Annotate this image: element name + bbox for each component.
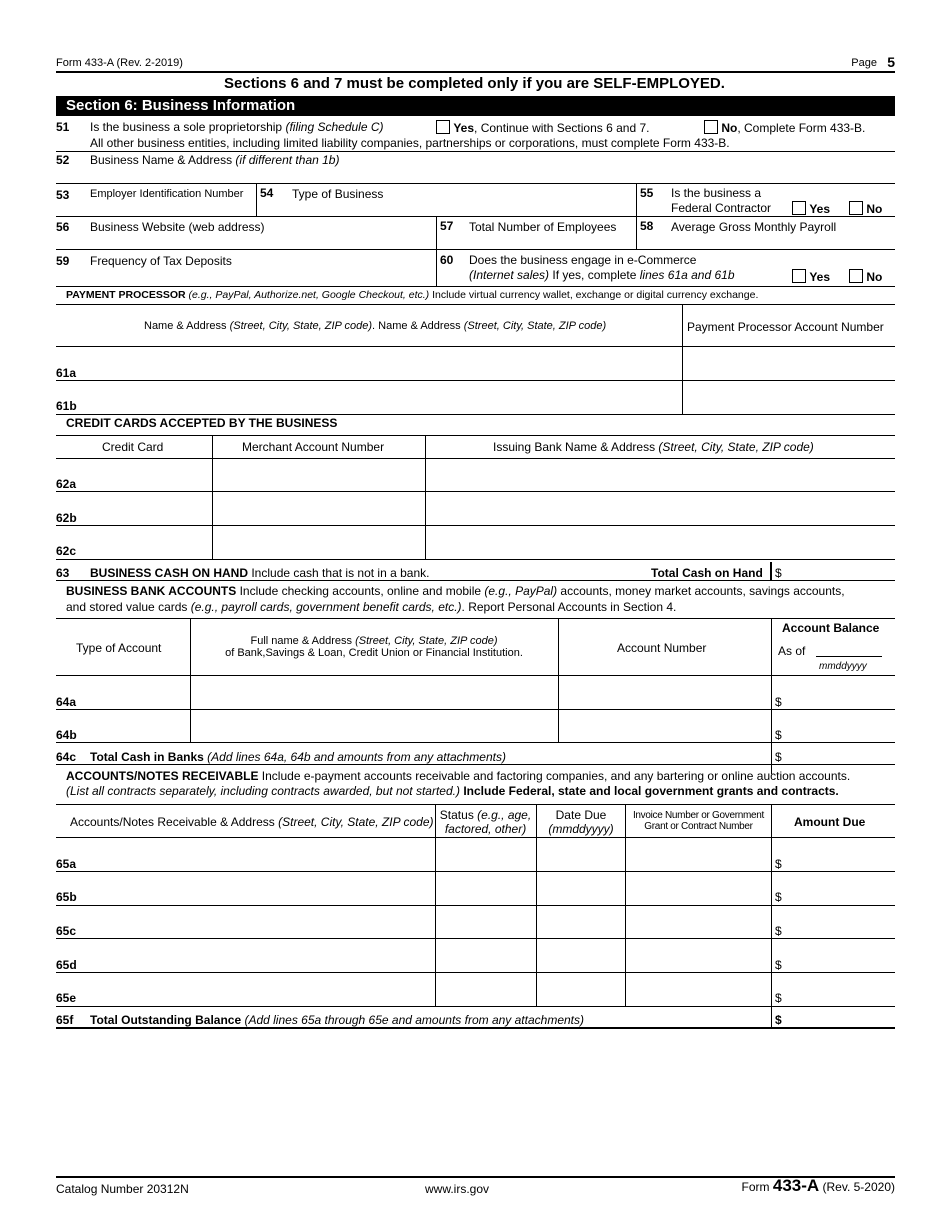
business-name-address-field[interactable] bbox=[356, 153, 886, 181]
line-65f-number: 65f bbox=[56, 1013, 74, 1027]
credit-card-col-merchant: Merchant Account Number bbox=[242, 440, 385, 454]
receivable-col-amount: Amount Due bbox=[794, 815, 866, 829]
line-62c-number: 62c bbox=[56, 544, 77, 558]
line-65a-number: 65a bbox=[56, 857, 77, 871]
line-60-yes-checkbox[interactable] bbox=[792, 269, 806, 283]
line-65d-number: 65d bbox=[56, 958, 77, 972]
form-id-footer: Form 433-A (Rev. 5-2020) bbox=[741, 1176, 895, 1195]
line-51-note: All other business entities, including limited liability companies, partnerships or corporations, must complete Form 433-B. bbox=[90, 136, 730, 150]
payment-processor-col-account: Payment Processor Account Number bbox=[687, 320, 884, 334]
line-64c-label: Total Cash in Banks (Add lines 64a, 64b and amounts from any attachments) bbox=[90, 750, 506, 764]
line-55-label-1: Is the business a bbox=[671, 186, 762, 200]
line-65e-number: 65e bbox=[56, 991, 77, 1005]
catalog-number: Catalog Number 20312N bbox=[56, 1182, 189, 1196]
line-52-label: Business Name & Address (if different than 1b) bbox=[90, 153, 340, 167]
bank-col-type: Type of Account bbox=[76, 641, 162, 655]
line-52-number: 52 bbox=[56, 153, 70, 167]
line-60-number: 60 bbox=[440, 253, 454, 267]
line-61b-number: 61b bbox=[56, 399, 77, 413]
page-label: Page bbox=[851, 57, 877, 69]
line-58-number: 58 bbox=[640, 219, 654, 233]
line-53-label: Employer Identification Number bbox=[90, 188, 244, 200]
line-60-no-option[interactable]: No bbox=[849, 269, 882, 284]
line-63-number: 63 bbox=[56, 566, 70, 580]
receivable-intro-1: ACCOUNTS/NOTES RECEIVABLE Include e-payment accounts receivable and factoring companies, and any bartering or online auction accounts. bbox=[66, 769, 851, 783]
line-60-no-checkbox[interactable] bbox=[849, 269, 863, 283]
form-revision: Form 433-A (Rev. 2-2019) bbox=[56, 57, 183, 69]
line-59-label: Frequency of Tax Deposits bbox=[90, 254, 232, 268]
cash-on-hand-field[interactable] bbox=[786, 563, 894, 579]
credit-card-col-bank: Issuing Bank Name & Address (Street, City, State, ZIP code) bbox=[493, 440, 814, 454]
line-60-label-2: (Internet sales) If yes, complete lines 61a and 61b bbox=[469, 268, 735, 282]
line-56-number: 56 bbox=[56, 220, 70, 234]
line-65a-dollar: $ bbox=[775, 857, 782, 871]
payment-processor-col-name: Name & Address (Street, City, State, ZIP code). Name & Address (Street, City, State, ZIP code) bbox=[144, 320, 607, 332]
form-page bbox=[56, 54, 895, 1204]
irs-website: www.irs.gov bbox=[425, 1182, 490, 1196]
line-55-yes-option[interactable]: Yes bbox=[792, 201, 830, 216]
line-65f-label: Total Outstanding Balance (Add lines 65a through 65e and amounts from any attachments) bbox=[90, 1013, 584, 1027]
receivable-intro-2: (List all contracts separately, including contracts awarded, but not started.) Include Federal, state and local government grants and contracts. bbox=[66, 784, 839, 798]
line-64b-dollar: $ bbox=[775, 728, 782, 742]
line-53-number: 53 bbox=[56, 188, 70, 202]
line-54-number: 54 bbox=[260, 186, 274, 200]
line-60-yes-option[interactable]: Yes bbox=[792, 269, 830, 284]
line-55-label-2: Federal Contractor bbox=[671, 201, 772, 215]
credit-cards-heading: CREDIT CARDS ACCEPTED BY THE BUSINESS bbox=[66, 416, 338, 430]
line-64c-number: 64c bbox=[56, 750, 77, 764]
line-57-number: 57 bbox=[440, 219, 454, 233]
line-51-question: Is the business a sole proprietorship (filing Schedule C) bbox=[90, 120, 384, 134]
section-6-title: Section 6: Business Information bbox=[56, 96, 895, 116]
line-51-yes-checkbox[interactable] bbox=[436, 120, 450, 134]
as-of-date-field[interactable] bbox=[816, 656, 882, 657]
as-of-date-format: mmddyyyy bbox=[819, 661, 867, 672]
line-65c-dollar: $ bbox=[775, 924, 782, 938]
cash-on-hand-dollar: $ bbox=[775, 566, 782, 580]
line-56-label: Business Website (web address) bbox=[90, 220, 265, 234]
bank-accounts-intro-2: and stored value cards (e.g., payroll cards, government benefit cards, etc.). Report Personal Accounts in Section 4. bbox=[66, 600, 677, 614]
receivable-col-status: Status (e.g., age, factored, other) bbox=[439, 808, 532, 836]
total-cash-on-hand-label: Total Cash on Hand bbox=[651, 566, 763, 580]
line-55-no-checkbox[interactable] bbox=[849, 201, 863, 215]
line-57-label: Total Number of Employees bbox=[469, 220, 617, 234]
bank-accounts-intro-1: BUSINESS BANK ACCOUNTS Include checking accounts, online and mobile (e.g., PayPal) accounts, money market accounts, savings accounts, bbox=[66, 584, 845, 598]
bank-col-account-number: Account Number bbox=[617, 641, 707, 655]
line-60-label-1: Does the business engage in e-Commerce bbox=[469, 253, 697, 267]
self-employed-banner: Sections 6 and 7 must be completed only if you are SELF-EMPLOYED. bbox=[224, 75, 725, 92]
line-55-no-option[interactable]: No bbox=[849, 201, 882, 216]
as-of-label: As of bbox=[778, 644, 806, 658]
line-65b-number: 65b bbox=[56, 890, 77, 904]
line-64b-number: 64b bbox=[56, 728, 77, 742]
line-61a-number: 61a bbox=[56, 366, 77, 380]
payment-processor-heading: PAYMENT PROCESSOR (e.g., PayPal, Authorize.net, Google Checkout, etc.) Include virtual currency wallet, exchange or digital currency exchange. bbox=[66, 289, 759, 301]
line-51-no-checkbox[interactable] bbox=[704, 120, 718, 134]
line-65b-dollar: $ bbox=[775, 890, 782, 904]
line-64c-dollar: $ bbox=[775, 750, 782, 764]
line-55-number: 55 bbox=[640, 186, 654, 200]
line-55-yes-checkbox[interactable] bbox=[792, 201, 806, 215]
line-54-label: Type of Business bbox=[292, 187, 384, 201]
page-number: 5 bbox=[887, 54, 895, 70]
line-64a-number: 64a bbox=[56, 695, 77, 709]
line-62a-number: 62a bbox=[56, 477, 77, 491]
line-65c-number: 65c bbox=[56, 924, 77, 938]
credit-card-col-card: Credit Card bbox=[102, 440, 164, 454]
line-65f-dollar: $ bbox=[775, 1013, 782, 1027]
line-64a-dollar: $ bbox=[775, 695, 782, 709]
line-51-yes-option[interactable]: Yes, Continue with Sections 6 and 7. bbox=[436, 120, 650, 135]
line-65e-dollar: $ bbox=[775, 991, 782, 1005]
line-59-number: 59 bbox=[56, 254, 70, 268]
bank-col-balance: Account Balance bbox=[782, 621, 880, 635]
line-58-label: Average Gross Monthly Payroll bbox=[671, 220, 837, 234]
receivable-col-invoice: Invoice Number or Government Grant or Contract Number bbox=[632, 810, 765, 832]
line-65d-dollar: $ bbox=[775, 958, 782, 972]
receivable-col-date-due: Date Due (mmddyyyy) bbox=[548, 808, 614, 836]
line-51-no-option[interactable]: No, Complete Form 433-B. bbox=[704, 120, 865, 135]
bank-col-name: Full name & Address (Street, City, State, ZIP code) of Bank,Savings & Loan, Credit Union or Financial Institution. bbox=[225, 635, 523, 659]
line-63-label: BUSINESS CASH ON HAND Include cash that is not in a bank. bbox=[90, 566, 430, 580]
line-51-number: 51 bbox=[56, 120, 70, 134]
line-62b-number: 62b bbox=[56, 511, 77, 525]
receivable-col-name: Accounts/Notes Receivable & Address (Street, City, State, ZIP code) bbox=[70, 815, 434, 829]
